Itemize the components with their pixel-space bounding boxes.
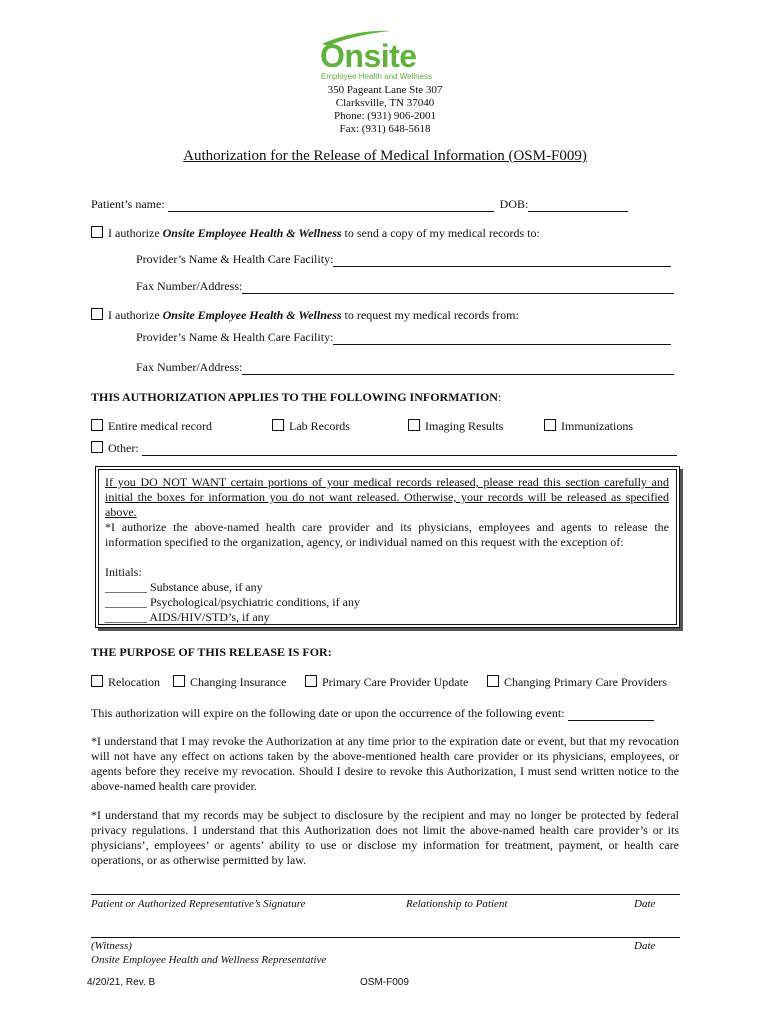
request-checkbox[interactable] (91, 308, 103, 320)
request-fax-label: Fax Number/Address: (136, 360, 243, 374)
relocation-label: Relocation (108, 675, 160, 689)
entire-record-label: Entire medical record (108, 419, 212, 433)
imaging-results-checkbox[interactable] (408, 419, 420, 431)
initials-aids[interactable]: _______ AIDS/HIV/STD’s, if any (105, 610, 270, 624)
send-org: Onsite Employee Health & Wellness (162, 226, 342, 240)
relationship-label: Relationship to Patient (406, 898, 508, 910)
form-code: OSM-F009 (360, 977, 409, 988)
dob-label: DOB: (499, 197, 529, 211)
send-authorization-row (91, 226, 540, 241)
signature-line[interactable] (91, 894, 680, 895)
info-heading (91, 390, 501, 405)
send-prefix: I authorize (108, 226, 160, 240)
info-heading-colon: : (497, 390, 502, 404)
send-fax-field[interactable] (242, 281, 674, 294)
info-heading-text: THIS AUTHORIZATION APPLIES TO THE FOLLOWING INFORMATION (91, 390, 498, 404)
phone: Phone: (931) 906-2001 (333, 110, 437, 122)
patient-name-label: Patient’s name: (91, 197, 165, 211)
info-option-lab[interactable] (272, 419, 350, 434)
insurance-checkbox[interactable] (173, 675, 185, 687)
purpose-changing-pcp[interactable] (487, 675, 667, 690)
patient-name-field[interactable] (168, 199, 494, 212)
exclusion-instructions: If you DO NOT WANT certain portions of your medical records released, please read this section carefully and initial the boxes for information you do not want released. Otherwise, your records will be released as specified above. (105, 475, 669, 519)
insurance-label: Changing Insurance (190, 675, 287, 689)
other-field[interactable] (142, 443, 677, 456)
address-line-2: Clarksville, TN 37040 (335, 97, 435, 109)
imaging-results-label: Imaging Results (425, 419, 504, 433)
info-option-immunizations[interactable] (544, 419, 633, 434)
expiration-text: This authorization will expire on the following date or upon the occurrence of the following event: (91, 706, 565, 720)
witness-line[interactable] (91, 937, 680, 938)
date-label: Date (634, 898, 656, 910)
logo (318, 28, 458, 84)
info-option-imaging[interactable] (408, 419, 503, 434)
request-suffix: to request my medical records from: (344, 308, 519, 322)
send-provider-label: Provider’s Name & Health Care Facility: (136, 252, 334, 266)
logo-tagline: Employee Health and Wellness (321, 72, 433, 81)
expiration-field[interactable] (568, 708, 654, 721)
revision-date: 4/20/21, Rev. B (87, 977, 156, 988)
pcp-update-checkbox[interactable] (305, 675, 317, 687)
request-org: Onsite Employee Health & Wellness (162, 308, 342, 322)
patient-row (91, 197, 681, 212)
send-provider-row (136, 252, 671, 267)
logo-wordmark: Onsite (320, 38, 417, 74)
send-fax-row (136, 279, 674, 294)
initials-substance[interactable]: _______ Substance abuse, if any (105, 580, 263, 594)
send-provider-field[interactable] (333, 254, 671, 267)
purpose-relocation[interactable] (91, 675, 160, 690)
send-fax-label: Fax Number/Address: (136, 279, 243, 293)
fax: Fax: (931) 648-5618 (339, 123, 431, 135)
page-title: Authorization for the Release of Medical Information (OSM-F009) (183, 148, 587, 164)
exclusion-box (95, 466, 680, 628)
entire-record-checkbox[interactable] (91, 419, 103, 431)
other-checkbox[interactable] (91, 441, 103, 453)
info-other-row (91, 441, 677, 456)
send-checkbox[interactable] (91, 226, 103, 238)
request-fax-row (136, 360, 674, 375)
witness-label: (Witness) (91, 940, 132, 952)
purpose-heading: THE PURPOSE OF THIS RELEASE IS FOR: (91, 645, 332, 659)
signature-label: Patient or Authorized Representative’s Signature (91, 898, 306, 910)
expiration-row (91, 706, 654, 721)
purpose-pcp-update[interactable] (305, 675, 468, 690)
changing-pcp-checkbox[interactable] (487, 675, 499, 687)
relocation-checkbox[interactable] (91, 675, 103, 687)
request-prefix: I authorize (108, 308, 160, 322)
witness-sub-label: Onsite Employee Health and Wellness Representative (91, 954, 327, 966)
pcp-update-label: Primary Care Provider Update (322, 675, 469, 689)
immunizations-label: Immunizations (561, 419, 633, 433)
request-provider-label: Provider’s Name & Health Care Facility: (136, 330, 334, 344)
send-suffix: to send a copy of my medical records to: (344, 226, 540, 240)
initials-label: Initials: (105, 565, 142, 579)
changing-pcp-label: Changing Primary Care Providers (504, 675, 667, 689)
request-provider-row (136, 330, 671, 345)
request-authorization-row (91, 308, 519, 323)
revocation-paragraph: *I understand that I may revoke the Authorization at any time prior to the expiration date or event, but that my revocation will not have any effect on actions taken by the above-mentioned health care provider or its physicians, employees, or agents before they receive my revocation. Should I desire to revoke this Authorization, I must send written notice to the above-named health care provider. (91, 734, 679, 793)
initials-psych[interactable]: _______ Psychological/psychiatric conditions, if any (105, 595, 360, 609)
purpose-insurance[interactable] (173, 675, 286, 690)
info-option-entire[interactable] (91, 419, 212, 434)
request-fax-field[interactable] (242, 362, 674, 375)
witness-date-label: Date (634, 940, 656, 952)
exclusion-statement: *I authorize the above-named health care provider and its physicians, employees and agents to release the information specified to the organization, agency, or individual named on this request with the exception of: (105, 520, 669, 549)
address-line-1: 350 Pageant Lane Ste 307 (327, 84, 443, 96)
request-provider-field[interactable] (333, 332, 671, 345)
lab-records-label: Lab Records (289, 419, 350, 433)
immunizations-checkbox[interactable] (544, 419, 556, 431)
lab-records-checkbox[interactable] (272, 419, 284, 431)
dob-field[interactable] (528, 199, 628, 212)
address-block (285, 84, 485, 136)
disclosure-paragraph: *I understand that my records may be subject to disclosure by the recipient and may no longer be protected by federal privacy regulations. I understand that this Authorization does not limit the above-named health care provider’s or its physicians’, employees’ or agents’ ability to use or disclose my information for treatment, payment, or health care operations, or as otherwise permitted by law. (91, 808, 679, 867)
other-label: Other: (108, 441, 139, 455)
